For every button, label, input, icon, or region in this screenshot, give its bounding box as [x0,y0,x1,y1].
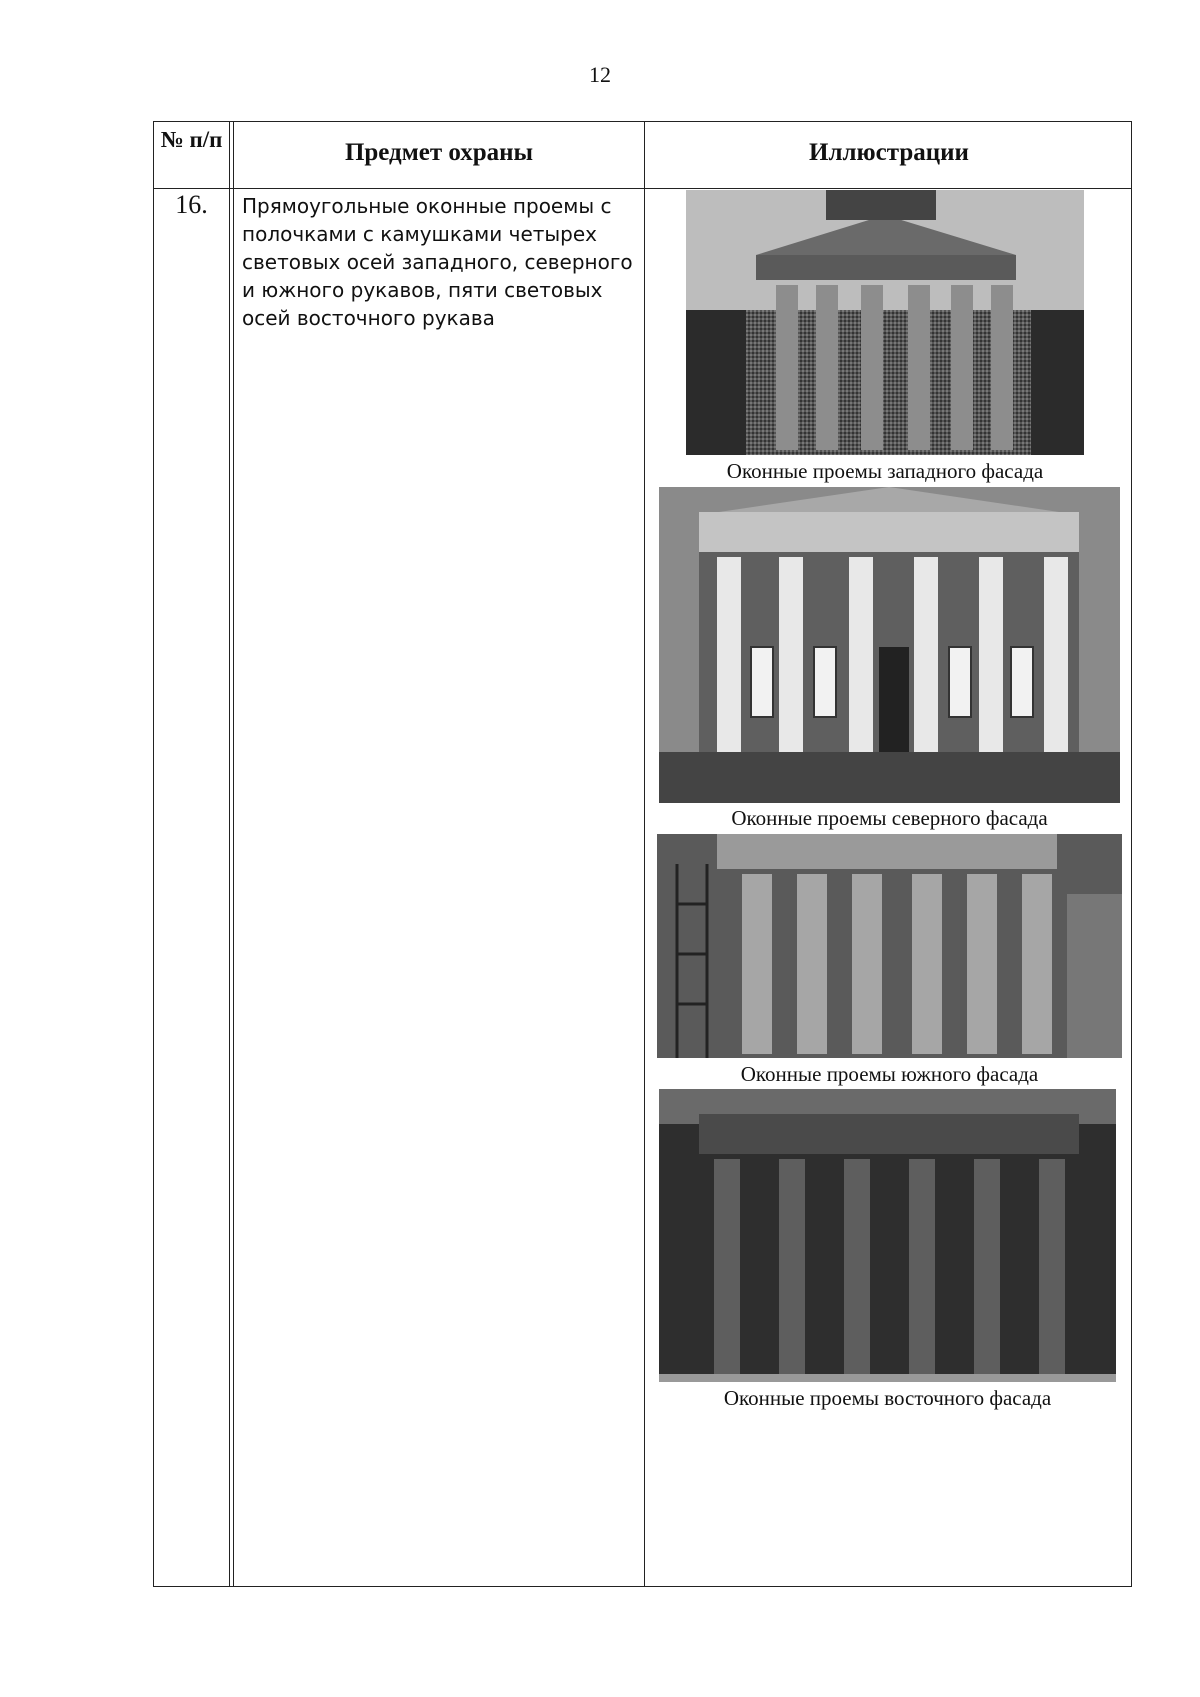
caption-east-facade: Оконные проемы восточного фасада [723,1386,1052,1410]
photo-north-facade [659,487,1120,803]
row-number: 16. [175,190,208,219]
row-subject-text: Прямоугольные оконные проемы с полочками с камушками четырех световых осей западного, северного и южного рукавов, пяти световых осей восточного рукава [242,194,633,330]
header-subject: Предмет охраны [344,139,534,166]
page-number: 12 [589,62,611,87]
column-divider [233,122,234,1586]
caption-north-facade: Оконные проемы северного фасада [731,806,1048,830]
column-divider [229,122,230,1586]
header-illustrations: Иллюстрации [809,139,969,166]
caption-south-facade: Оконные проемы южного фасада [740,1062,1039,1086]
photo-south-facade [657,834,1122,1058]
header-divider [154,188,1131,189]
photo-west-facade [686,190,1084,455]
photo-east-facade [659,1089,1116,1382]
caption-west-facade: Оконные проемы западного фасада [726,459,1044,483]
header-number: № п/п [160,127,223,152]
column-divider [644,122,645,1586]
